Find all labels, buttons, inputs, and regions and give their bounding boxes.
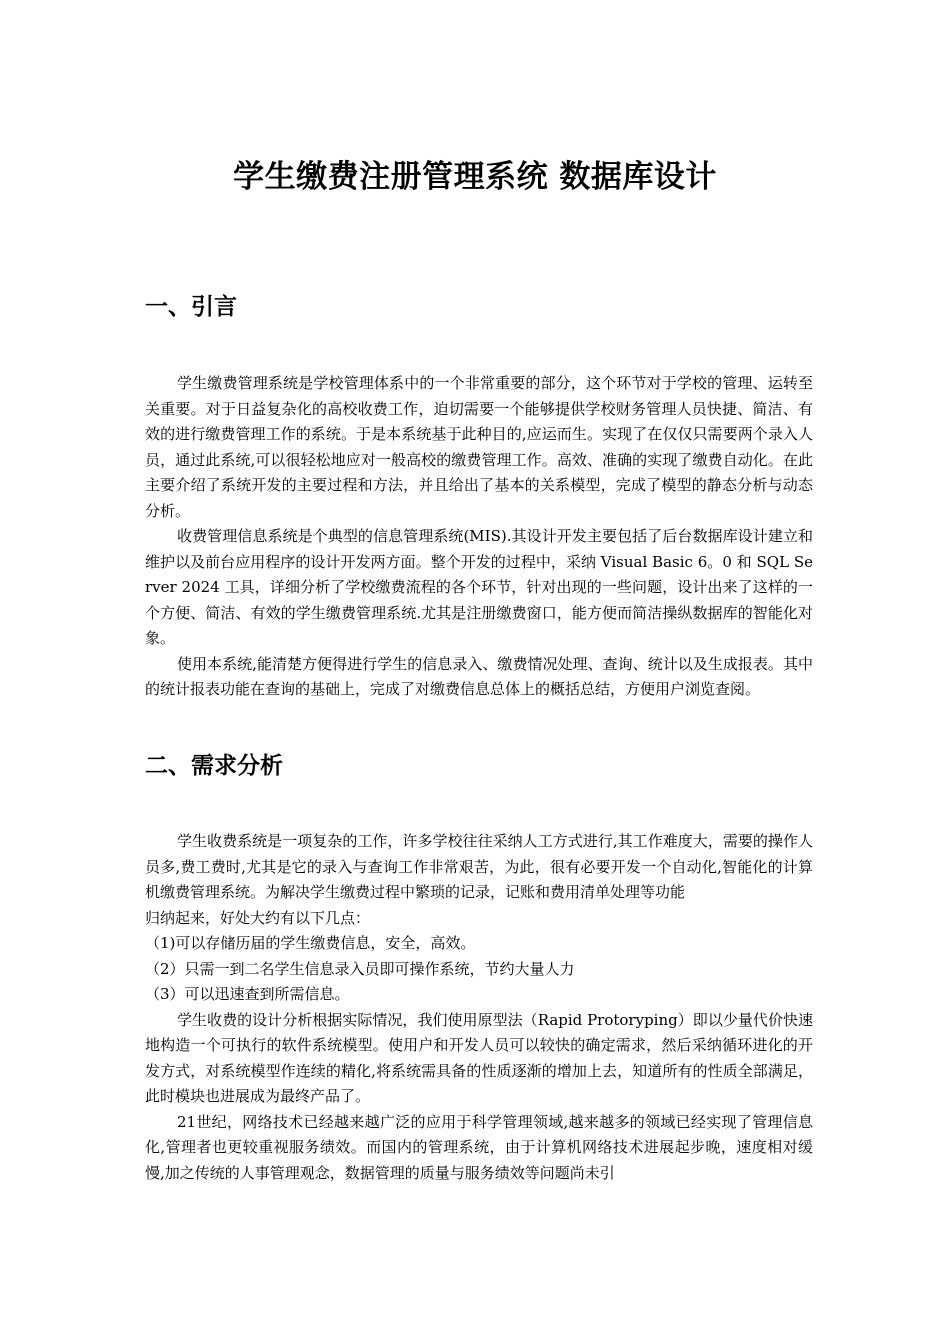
benefit-list-item: （1)可以存储历届的学生缴费信息，安全，高效。 — [145, 934, 476, 952]
benefits-summary-line: 归纳起来，好处大约有以下几点： — [145, 908, 371, 927]
requirements-body — [145, 829, 813, 1186]
requirements-paragraph: 学生收费的设计分析根据实际情况，我们使用原型法（Rapid Protoryping）即以少量代价快速地构造一个可执行的软件系统模型。使用户和开发人员可以较快的确定需求，然后采纳循环进化的开发方式，对系统模型作连续的精化,将系统需具备的性质逐渐的增加上去，知道所有的性质全部满足，此时模块也进展成为最终产品了。 — [145, 1010, 813, 1105]
requirements-intro-paragraph: 学生收费系统是一项复杂的工作，许多学校往往采纳人工方式进行,其工作难度大，需要的操作人员多,费工费时,尤其是它的录入与查询工作非常艰苦，为此，很有必要开发一个自动化,智能化的计算机缴费管理系统。为解决学生缴费过程中繁琐的记录，记账和费用清单处理等功能 — [145, 832, 813, 901]
introduction-paragraph: 收费管理信息系统是个典型的信息管理系统(MIS).其设计开发主要包括了后台数据库设计建立和维护以及前台应用程序的设计开发两方面。整个开发的过程中，采纳 Visual Basic 6。0 和 SQL Server 2024 工具，详细分析了学校缴费流程的各个环节，针对出现的一些问题，设计出来了这样的一个方便、简洁、有效的学生缴费管理系统.尤其是注册缴费窗口，能方便而简洁操纵数据库的智能化对象。 — [145, 527, 813, 647]
document-title: 学生缴费注册管理系统 数据库设计 — [233, 159, 717, 195]
section-heading-introduction: 一、引言 — [145, 294, 237, 320]
introduction-paragraph: 学生缴费管理系统是学校管理体系中的一个非常重要的部分，这个环节对于学校的管理、运转至关重要。对于日益复杂化的高校收费工作，迫切需要一个能够提供学校财务管理人员快捷、简洁、有效的进行缴费管理工作的系统。于是本系统基于此种目的,应运而生。实现了在仅仅只需要两个录入人员，通过此系统,可以很轻松地应对一般高校的缴费管理工作。高效、准确的实现了缴费自动化。在此主要介绍了系统开发的主要过程和方法，并且给出了基本的关系模型，完成了模型的静态分析与动态分析。 — [145, 374, 813, 520]
benefit-list-item: （3）可以迅速查到所需信息。 — [145, 985, 350, 1003]
requirements-paragraph: 21世纪，网络技术已经越来越广泛的应用于科学管理领域,越来越多的领域已经实现了管理信息化,管理者也更较重视服务绩效。而国内的管理系统，由于计算机网络技术进展起步晚，速度相对缓慢,加之传统的人事管理观念，数据管理的质量与服务绩效等问题尚未引 — [145, 1112, 813, 1182]
section-heading-requirements: 二、需求分析 — [145, 753, 283, 779]
benefit-list-item: （2）只需一到二名学生信息录入员即可操作系统，节约大量人力 — [145, 959, 575, 978]
introduction-body — [145, 371, 813, 703]
introduction-paragraph: 使用本系统,能清楚方便得进行学生的信息录入、缴费情况处理、查询、统计以及生成报表。其中的统计报表功能在查询的基础上，完成了对缴费信息总体上的概括总结，方便用户浏览查阅。 — [145, 654, 813, 698]
